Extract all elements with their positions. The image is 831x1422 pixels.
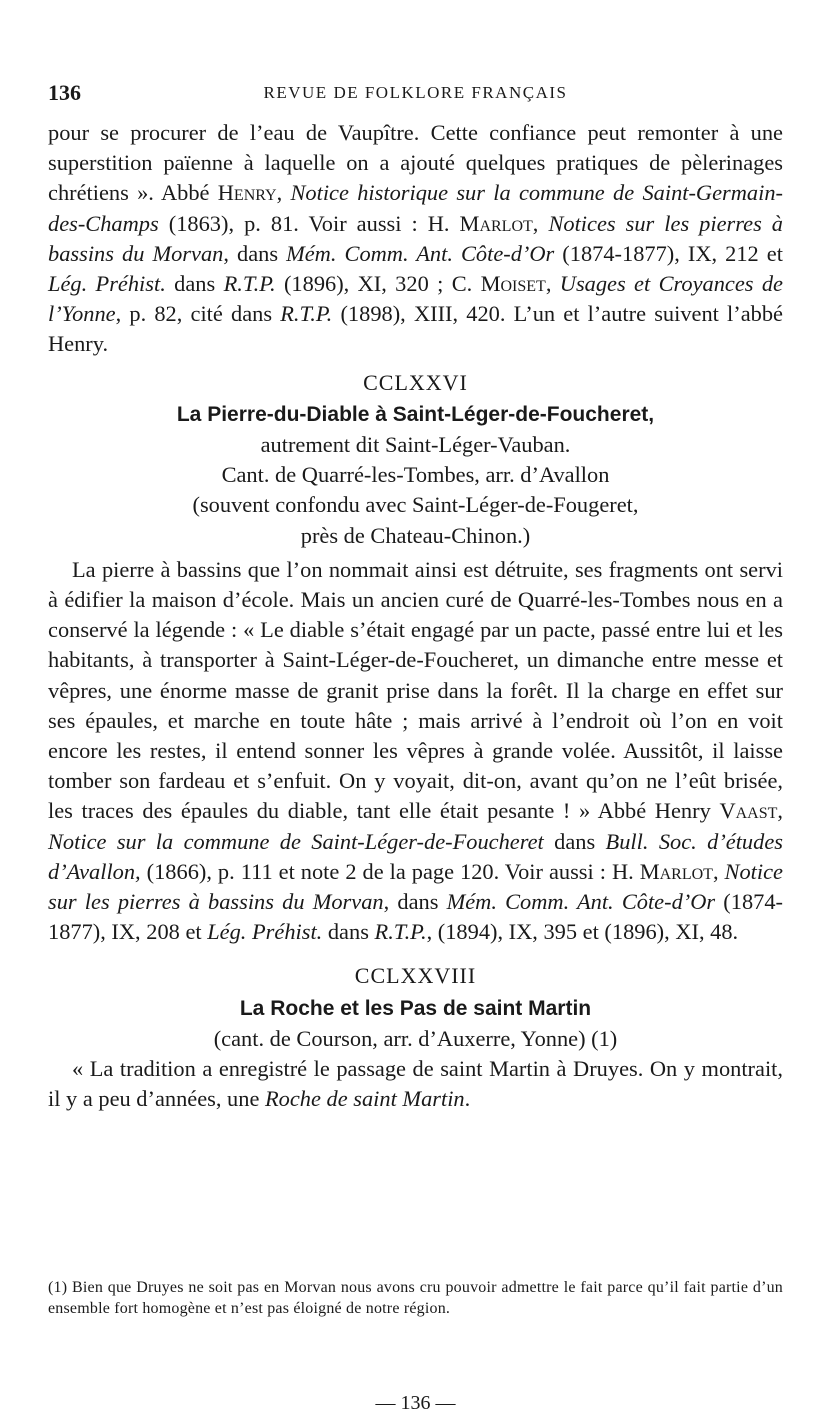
section-subtitle: (souvent confondu avec Saint-Léger-de-Fougeret, — [192, 492, 639, 518]
section-subtitle: autrement dit Saint-Léger-Vauban. — [260, 432, 571, 458]
author-name: Marlot — [639, 858, 713, 884]
page-header — [48, 80, 783, 108]
citation-title: Roche de saint Martin — [265, 1086, 465, 1112]
citation-title: Notice historique sur la commune de Saint-Germain-des-Champs — [48, 180, 783, 236]
paragraph-continued: pour se procurer de l’eau de Vaupître. Cette confiance peut remonter à une superstition païenne à laquelle on a ajouté quelques pratiques de pèlerinages chrétiens ». Abbé Henry, Notice historique sur la commune de Saint-Germain-des-Champs (1863), p. 81. Voir aussi : H. Marlot, Notices sur les pierres à bassins du Morvan, dans Mém. Comm. Ant. Côte-d’Or (1874-1877), IX, 212 et Lég. Préhist. dans R.T.P. (1896), XI, 320 ; C. Moiset, Usages et Croyances de l’Yonne, p. 82, cité dans R.T.P. (1898), XIII, 420. L’un et l’autre suivent l’abbé Henry. — [48, 120, 784, 357]
citation-title: Notices sur les pierres à bassins du Morvan — [48, 210, 784, 266]
citation-title: Usages et Croyances de l’Yonne — [48, 271, 783, 327]
section-numeral: CCLXXVI — [363, 369, 468, 395]
journal-abbrev: R.T.P. — [374, 919, 427, 945]
citation-title: Notice sur la commune de Saint-Léger-de-Foucheret — [48, 828, 544, 854]
journal-abbrev: Lég. Préhist. — [207, 919, 323, 945]
author-name: Marlot — [459, 210, 533, 236]
footnote: (1) Bien que Druyes ne soit pas en Morvan nous avons cru pouvoir admettre le fait parce qu’il fait partie d’un ensemble fort homogène et n’est pas éloigné de notre région. — [48, 1279, 783, 1317]
journal-abbrev: Mém. Comm. Ant. Côte-d’Or — [446, 889, 716, 915]
journal-abbrev: R.T.P. — [223, 271, 276, 297]
page-body — [48, 118, 783, 1115]
journal-abbrev: Lég. Préhist. — [48, 271, 166, 297]
journal-abbrev: Mém. Comm. Ant. Côte-d’Or — [286, 240, 555, 266]
section-subtitle: (cant. de Courson, arr. d’Auxerre, Yonne) (1) — [213, 1025, 618, 1051]
author-name: Vaast — [719, 798, 778, 824]
page-number: 136 — [48, 80, 81, 105]
author-name: Henry — [217, 180, 277, 206]
paragraph: La pierre à bassins que l’on nommait ainsi est détruite, ses fragments ont servi à édifier la maison d’école. Mais un ancien curé de Quarré-les-Tombes nous en a conservé la légende : « Le diable s’était engagé par un pacte, passé entre lui et les habitants, à transporter à Saint-Léger-de-Foucheret, un dimanche entre messe et vêpres, une énorme masse de granit prise dans la forêt. Il la charge en effet sur ses épaules, et marche en toute hâte ; mais arrivé à l’endroit où l’on en voit encore les restes, il entend sonner les vêpres à grande volée. Aussitôt, il laisse tomber son fardeau et s’enfuit. On y voyait, dit-on, avant qu’on ne l’eût brisée, les traces des épaules du diable, tant elle était pesante ! » Abbé Henry Vaast, Notice sur la commune de Saint-Léger-de-Foucheret dans Bull. Soc. d’études d’Avallon, (1866), p. 111 et note 2 de la page 120. Voir aussi : H. Marlot, Notice sur les pierres à bassins du Morvan, dans Mém. Comm. Ant. Côte-d’Or (1874-1877), IX, 208 et Lég. Préhist. dans R.T.P., (1894), IX, 395 et (1896), XI, 48. — [48, 556, 783, 945]
running-title: REVUE DE FOLKLORE FRANÇAIS — [263, 83, 568, 102]
section-subtitle: près de Chateau-Chinon.) — [300, 522, 531, 548]
journal-abbrev: R.T.P. — [280, 301, 333, 327]
section-numeral: CCLXXVIII — [354, 963, 477, 989]
journal-abbrev: Bull. Soc. d’études d’Avallon, — [48, 828, 783, 884]
citation-title: Notice sur les pierres à bassins du Morvan — [48, 858, 783, 915]
section-title: La Roche et les Pas de saint Martin — [239, 996, 592, 1020]
author-name: Moiset — [480, 271, 546, 297]
paragraph: « La tradition a enregistré le passage de saint Martin à Druyes. On y montrait, il y a peu d’années, une Roche de saint Martin. — [48, 1056, 783, 1112]
section-title: La Pierre-du-Diable à Saint-Léger-de-Foucheret, — [176, 402, 655, 426]
section-subtitle: Cant. de Quarré-les-Tombes, arr. d’Avallon — [221, 462, 610, 488]
folio: — 136 — — [375, 1392, 456, 1414]
